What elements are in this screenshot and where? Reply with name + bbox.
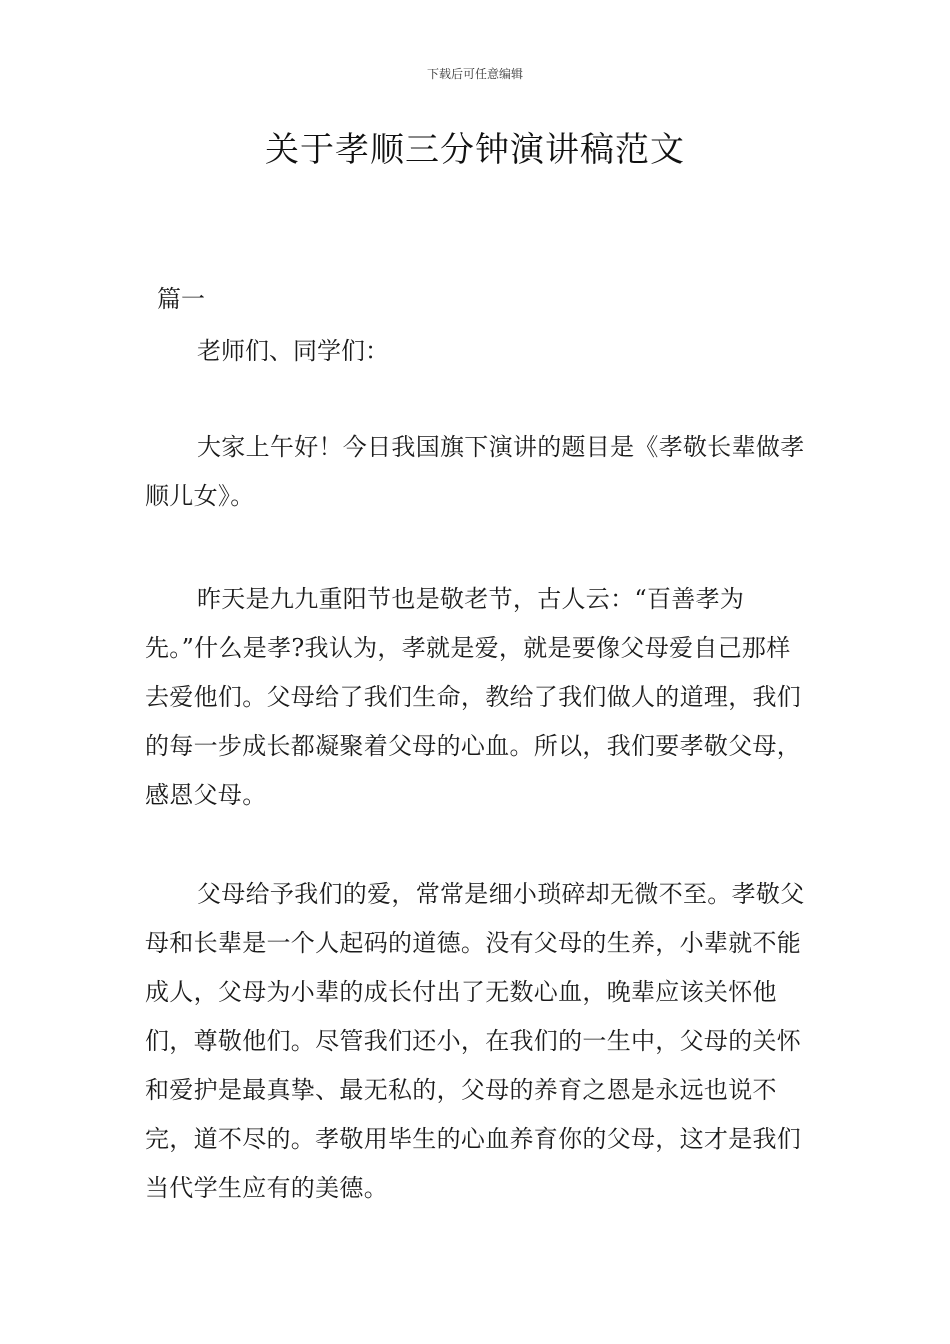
section-label: 篇一 <box>157 285 205 313</box>
body-paragraph-1-block <box>145 423 805 521</box>
salutation: 老师们、同学们： <box>197 337 389 365</box>
body-paragraph-2-block <box>145 575 805 820</box>
header-note: 下载后可任意编辑 <box>426 67 523 81</box>
document-title: 关于孝顺三分钟演讲稿范文 <box>265 130 685 170</box>
body-paragraph-3-block <box>145 870 805 1213</box>
body-paragraph: 昨天是九九重阳节也是敬老节，古人云：“百善孝为先。”什么是孝?我认为，孝就是爱，就是要像父母爱自己那样去爱他们。父母给了我们生命，教给了我们做人的道理，我们的每一步成长都凝聚着父母的心血。所以，我们要孝敬父母，感恩父母。 <box>145 585 802 809</box>
body-paragraph: 大家上午好！今日我国旗下演讲的题目是《孝敬长辈做孝顺儿女》。 <box>145 433 805 510</box>
body-paragraph: 父母给予我们的爱，常常是细小琐碎却无微不至。孝敬父母和长辈是一个人起码的道德。没有父母的生养，小辈就不能成人，父母为小辈的成长付出了无数心血，晚辈应该关怀他们，尊敬他们。尽管我们还小，在我们的一生中，父母的关怀和爱护是最真挚、最无私的，父母的养育之恩是永远也说不完，道不尽的。孝敬用毕生的心血养育你的父母，这才是我们当代学生应有的美德。 <box>145 880 805 1202</box>
